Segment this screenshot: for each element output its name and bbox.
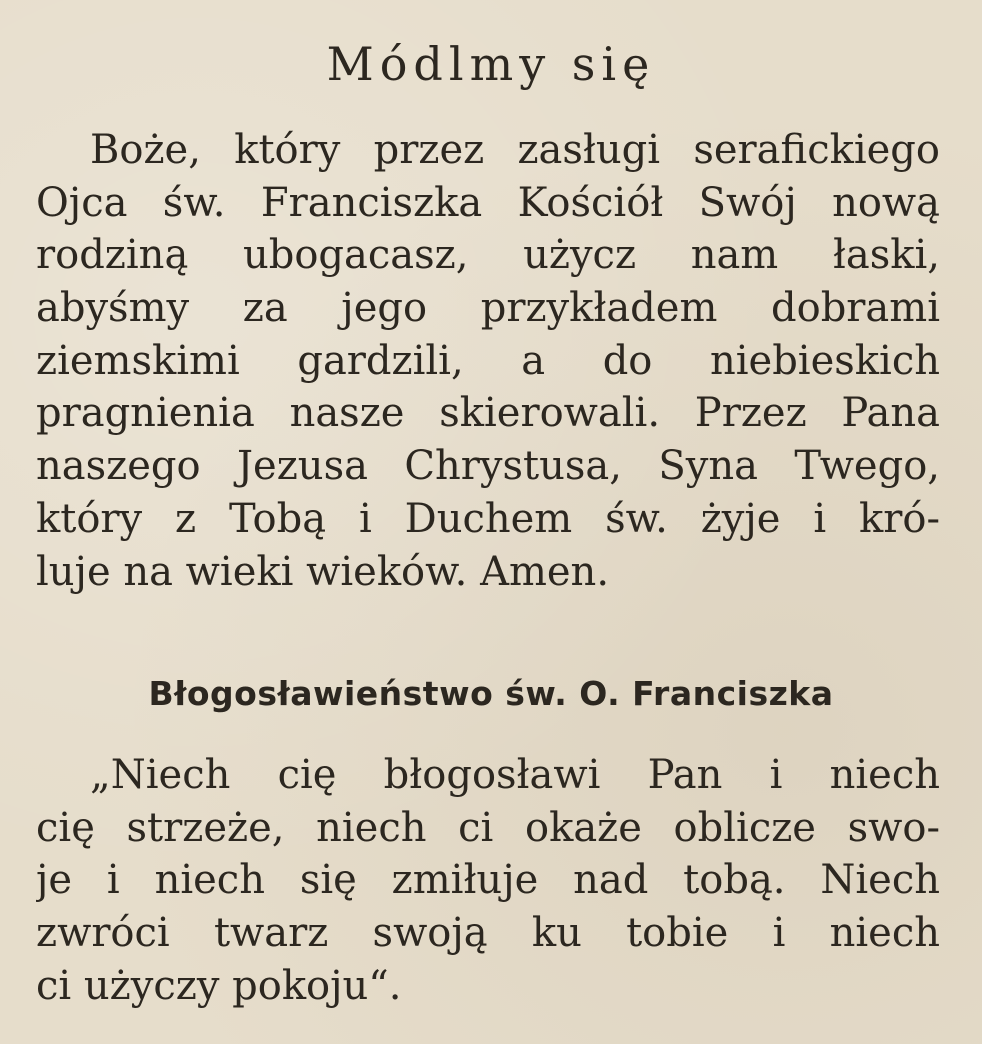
prayer-line: ziemskimi gardzili, a do niebieskich xyxy=(36,337,940,384)
prayer-line: abyśmy za jego przykładem dobrami xyxy=(36,285,940,332)
blessing-line: je i niech się zmiłuje nad tobą. Niech xyxy=(36,857,940,904)
blessing-line: zwróci twarz swoją ku tobie i niech xyxy=(36,910,940,957)
prayer-line: luje na wieki wieków. Amen. xyxy=(36,548,610,595)
prayer-line: pragnienia nasze skierowali. Przez Pana xyxy=(36,390,940,437)
prayer-title: Módlmy się xyxy=(326,37,656,91)
prayer-line: Boże, który przez zasługi serafickiego xyxy=(90,127,940,173)
blessing-line: ci użyczy pokoju“. xyxy=(36,962,402,1009)
blessing-text xyxy=(36,749,940,1012)
prayer-line: naszego Jezusa Chrystusa, Syna Twego, xyxy=(36,443,940,490)
prayer-line: Ojca św. Franciszka Kościół Swój nową xyxy=(36,179,940,226)
blessing-line: „Niech cię błogosławi Pan i niech xyxy=(90,752,940,798)
prayer-line: który z Tobą i Duchem św. żyje i kró- xyxy=(36,495,940,542)
prayer-line: rodziną ubogacasz, użycz nam łaski, xyxy=(36,232,940,279)
prayer-text xyxy=(36,124,940,598)
blessing-heading: Błogosławieństwo św. O. Franciszka xyxy=(148,674,834,713)
blessing-line: cię strzeże, niech ci okaże oblicze swo- xyxy=(36,804,940,851)
